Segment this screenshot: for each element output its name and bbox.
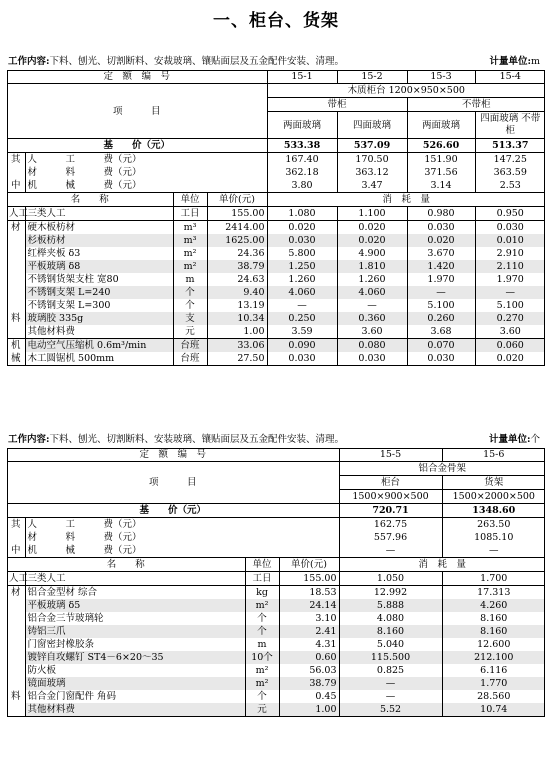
table-row (7, 612, 545, 625)
item-name: 杉板枋材 (25, 234, 173, 247)
item-name: 三类人工 (25, 572, 245, 586)
category-label (7, 273, 25, 286)
item-unit: 工日 (245, 572, 279, 586)
consumption-value: 0.020 (337, 221, 407, 235)
category-label (7, 703, 25, 717)
item-price: 24.36 (207, 247, 267, 260)
item-name: 电动空气压缩机 0.6m³/min (25, 339, 173, 353)
item-price: 9.40 (207, 286, 267, 299)
labor-cost-row: 其 人 工 费（元） 167.40 170.50 151.90 147.25 (7, 153, 545, 167)
header-code-row (7, 448, 545, 462)
item-unit: 元 (173, 325, 207, 339)
category-label (7, 247, 25, 260)
col-unit-header: 单位 (245, 558, 279, 572)
item-price: 2414.00 (207, 221, 267, 235)
category-label: 机 (7, 339, 25, 353)
category-label (7, 599, 25, 612)
table-row (7, 586, 545, 600)
consumption-value: 0.825 (339, 664, 442, 677)
category-label (7, 651, 25, 664)
consumption-value: 0.260 (407, 312, 475, 325)
item-name: 不锈钢支架 L=300 (25, 299, 173, 312)
item-unit: m³ (173, 221, 207, 235)
consumption-value: 5.888 (339, 599, 442, 612)
code-15-6: 15-6 (442, 448, 545, 462)
labor-cost-label: 人 工 费（元） (25, 518, 339, 532)
measure-unit-2: 计量单位:个 (488, 434, 540, 445)
code-15-3: 15-3 (407, 70, 475, 84)
item-label: 项 目 (7, 84, 267, 139)
consumption-value: 0.980 (407, 207, 475, 221)
col-name-header: 名 称 (7, 193, 173, 207)
item-unit: 个 (245, 612, 279, 625)
table-row (7, 651, 545, 664)
consumption-value: 212.100 (442, 651, 545, 664)
table-row (7, 690, 545, 703)
item-price: 33.06 (207, 339, 267, 353)
group-label: 木质柜台 1200×950×500 (267, 84, 545, 98)
consumption-value: 4.080 (339, 612, 442, 625)
item-name: 木工圆锯机 500mm (25, 352, 173, 366)
item-price: 56.03 (279, 664, 339, 677)
consumption-value: 0.030 (337, 352, 407, 366)
work-content-1: 工作内容:下料、刨光、切割断料、安裁玻璃、镶贴面层及五金配件安装、清理。 (8, 56, 345, 67)
consumption-value: 0.030 (267, 352, 337, 366)
quota-table-1 (7, 70, 545, 366)
consumption-value: 2.110 (475, 260, 545, 273)
item-name: 镀锌自攻螺钉 ST4－6×20～35 (25, 651, 245, 664)
consumption-value: 12.992 (339, 586, 442, 600)
code-label: 定 额 编 号 (7, 70, 267, 84)
item-unit: m² (173, 247, 207, 260)
labor-cost-row: 其 人 工 费（元） 162.75 263.50 (7, 518, 545, 532)
consumption-value: — (475, 286, 545, 299)
item-price: 1.00 (279, 703, 339, 717)
consumption-value: 1.050 (339, 572, 442, 586)
base-price: 526.60 (407, 139, 475, 153)
material-cost-label: 材 料 费（元） (25, 531, 339, 544)
item-price: 0.45 (279, 690, 339, 703)
consumption-value: 3.68 (407, 325, 475, 339)
category-label (7, 260, 25, 273)
size-counter: 1500×900×500 (339, 490, 442, 504)
item-name: 镜面玻璃 (25, 677, 245, 690)
work-content-2: 工作内容:下料、刨光、切割断料、安装玻璃、镶贴面层及五金配件安装、清理。 (8, 434, 345, 445)
table-row (7, 677, 545, 690)
item-name: 铸铝三爪 (25, 625, 245, 638)
consumption-value: 1.770 (442, 677, 545, 690)
type-shelf: 货架 (442, 476, 545, 490)
size-shelf: 1500×2000×500 (442, 490, 545, 504)
consumption-value: 1.250 (267, 260, 337, 273)
item-price: 1625.00 (207, 234, 267, 247)
table-row (7, 664, 545, 677)
table-row (7, 260, 545, 273)
consumption-value: 0.360 (337, 312, 407, 325)
type-4: 四面玻璃 不带柜 (475, 112, 545, 139)
item-name: 不锈钢货架支柱 宽80 (25, 273, 173, 286)
consumption-value: 0.250 (267, 312, 337, 325)
base-price-row (7, 139, 545, 153)
item-price: 1.00 (207, 325, 267, 339)
page-title: 一、柜台、货架 (213, 11, 339, 31)
consumption-value: 5.040 (339, 638, 442, 651)
consumption-value: 1.080 (267, 207, 337, 221)
item-name: 红榉夹板 δ3 (25, 247, 173, 260)
material-cost-row: 材 料 费（元） 362.18 363.12 371.56 363.59 (7, 166, 545, 179)
code-15-1: 15-1 (267, 70, 337, 84)
item-unit: 台班 (173, 352, 207, 366)
consumption-value: 0.030 (407, 221, 475, 235)
consumption-value: 0.030 (267, 234, 337, 247)
table-row (7, 247, 545, 260)
item-price: 10.34 (207, 312, 267, 325)
consumption-value: 1.100 (337, 207, 407, 221)
header-code-row (7, 70, 545, 84)
item-price: 2.41 (279, 625, 339, 638)
consumption-value: 1.260 (337, 273, 407, 286)
category-label (7, 286, 25, 299)
type-counter: 柜台 (339, 476, 442, 490)
consumption-value: 0.020 (407, 234, 475, 247)
item-price: 4.31 (279, 638, 339, 651)
consumption-value: 4.060 (267, 286, 337, 299)
consumption-value: 8.160 (339, 625, 442, 638)
consumption-value: 4.060 (337, 286, 407, 299)
consumption-value: 28.560 (477, 691, 511, 702)
category-label (7, 299, 25, 312)
code-label: 定 额 编 号 (7, 448, 339, 462)
item-name: 铝合金门窗配件 角码 (25, 690, 245, 703)
table-row (7, 221, 545, 235)
item-name: 平板玻璃 δ5 (25, 599, 245, 612)
table-row (7, 325, 545, 339)
item-name: 门窗密封橡胶条 (25, 638, 245, 651)
consumption-value: 3.59 (267, 325, 337, 339)
consumption-value: 1.700 (442, 572, 545, 586)
base-price: 533.38 (267, 139, 337, 153)
table-row (7, 625, 545, 638)
consumption-value: — (339, 677, 442, 690)
item-name: 铝合金三节玻璃轮 (25, 612, 245, 625)
category-label: 料 (7, 690, 25, 703)
consumption-value: 0.070 (407, 339, 475, 353)
item-name: 其他材料费 (25, 325, 173, 339)
category-label (7, 625, 25, 638)
consumption-value: 17.313 (477, 587, 511, 598)
category-label: 材 (7, 586, 25, 600)
consumption-value: 2.910 (496, 248, 524, 259)
consumption-value: — (267, 299, 337, 312)
item-name: 硬木板枋材 (25, 221, 173, 235)
base-price: 720.71 (339, 504, 442, 518)
item-price: 155.00 (207, 207, 267, 221)
base-price-label: 基 价（元） (7, 504, 339, 518)
consumption-value: 3.60 (475, 325, 545, 339)
consumption-value: 1.810 (337, 260, 407, 273)
category-label (7, 234, 25, 247)
consumption-value: 1.260 (267, 273, 337, 286)
consumption-value: 4.260 (442, 599, 545, 612)
consumption-value: 4.900 (337, 247, 407, 260)
base-price: 1348.60 (442, 504, 545, 518)
type-2: 四面玻璃 (337, 112, 407, 139)
consumption-value: 5.800 (267, 247, 337, 260)
measure-unit-1: 计量单位:m (489, 56, 540, 67)
consumption-value: 0.020 (475, 352, 545, 366)
col-consume-header: 消 耗 量 (267, 193, 545, 207)
item-unit: 台班 (173, 339, 207, 353)
consumption-value: 0.020 (337, 234, 407, 247)
category-label (7, 612, 25, 625)
item-name: 三类人工 (25, 207, 173, 221)
type-3: 两面玻璃 (407, 112, 475, 139)
consumption-value: 3.60 (337, 325, 407, 339)
consumption-value: 1.970 (407, 273, 475, 286)
item-price: 24.63 (207, 273, 267, 286)
consumption-value: 0.270 (475, 312, 545, 325)
base-price-row (7, 504, 545, 518)
consumption-value: 0.020 (267, 221, 337, 235)
machine-cost-label: 机 械 费（元） (25, 544, 339, 558)
material-cost-row: 材 料 费（元） 557.96 1085.10 (7, 531, 545, 544)
item-price: 24.14 (279, 599, 339, 612)
item-unit: 个 (173, 286, 207, 299)
consumption-value: 6.116 (480, 665, 508, 676)
consumption-value: 8.160 (442, 625, 545, 638)
category-label (7, 325, 25, 339)
col-unit-header: 单位 (173, 193, 207, 207)
base-price: 513.37 (475, 139, 545, 153)
item-price: 27.50 (207, 352, 267, 366)
sub-label-without-cabinet: 不带柜 (407, 98, 545, 112)
item-name: 其他材料费 (25, 703, 245, 717)
item-unit: 支 (173, 312, 207, 325)
category-label: 材 (7, 221, 25, 235)
code-15-2: 15-2 (337, 70, 407, 84)
item-unit: m² (245, 664, 279, 677)
consumption-value: 0.030 (496, 222, 524, 233)
quota-table-2 (7, 448, 545, 717)
col-consume-header: 消 耗 量 (339, 558, 545, 572)
consumption-value: 0.090 (267, 339, 337, 353)
table-row (7, 234, 545, 247)
item-name: 不锈钢支架 L=240 (25, 286, 173, 299)
col-price-header: 单价(元) (279, 558, 339, 572)
consumption-value: 0.060 (475, 339, 545, 353)
base-price: 537.09 (337, 139, 407, 153)
consumption-value: 8.160 (480, 613, 508, 624)
base-price-label: 基 价（元） (7, 139, 267, 153)
consumption-value: 0.010 (475, 234, 545, 247)
table-row (7, 312, 545, 325)
item-unit: m (245, 638, 279, 651)
item-unit: m² (173, 260, 207, 273)
category-label (7, 664, 25, 677)
category-label: 料 (7, 312, 25, 325)
item-unit: m³ (173, 234, 207, 247)
consumption-value: 10.74 (442, 703, 545, 717)
table-row (7, 703, 545, 717)
table-row (7, 599, 545, 612)
item-name: 平板玻璃 δ8 (25, 260, 173, 273)
item-unit: m² (245, 599, 279, 612)
consumption-value: 115.500 (339, 651, 442, 664)
code-15-5: 15-5 (339, 448, 442, 462)
category-label: 械 (7, 352, 25, 366)
table-row (7, 352, 545, 366)
consumption-value: 5.100 (407, 299, 475, 312)
item-unit: kg (245, 586, 279, 600)
item-unit: 个 (173, 299, 207, 312)
item-price: 155.00 (279, 572, 339, 586)
group-label: 铝合金骨架 (339, 462, 545, 476)
material-cost-label: 材 料 费（元） (25, 166, 267, 179)
item-price: 38.79 (279, 677, 339, 690)
item-unit: 个 (245, 690, 279, 703)
table-row (7, 273, 545, 286)
category-label: 人工 (9, 208, 29, 219)
code-15-4: 15-4 (475, 70, 545, 84)
sub-label-with-cabinet: 带柜 (267, 98, 407, 112)
item-label: 项 目 (7, 462, 339, 504)
consumption-value: — (407, 286, 475, 299)
machine-cost-label: 机 械 费（元） (25, 179, 267, 193)
item-unit: m² (245, 677, 279, 690)
item-name: 防火板 (25, 664, 245, 677)
table-row (7, 299, 545, 312)
consumption-value: 1.420 (407, 260, 475, 273)
table-row (7, 339, 545, 353)
item-price: 3.10 (279, 612, 339, 625)
item-price: 13.19 (207, 299, 267, 312)
consumption-value: 5.52 (339, 703, 442, 717)
machine-cost-row: 中 机 械 费（元） — — (7, 544, 545, 558)
item-name: 玻璃胶 335g (25, 312, 173, 325)
category-label: 人工 (9, 573, 29, 584)
item-unit: 个 (245, 625, 279, 638)
table-row (7, 286, 545, 299)
column-header-row (7, 193, 545, 207)
table-row (7, 638, 545, 651)
item-name: 铝合金型材 综合 (25, 586, 245, 600)
col-name-header: 名 称 (7, 558, 245, 572)
item-unit: 10个 (245, 651, 279, 664)
column-header-row (7, 558, 545, 572)
machine-cost-row: 中 机 械 费（元） 3.80 3.47 3.14 2.53 (7, 179, 545, 193)
consumption-value: 5.100 (496, 300, 524, 311)
table-row (7, 207, 545, 221)
item-price: 18.53 (279, 586, 339, 600)
consumption-value: 3.670 (407, 247, 475, 260)
category-label (7, 677, 25, 690)
labor-cost-label: 人 工 费（元） (25, 153, 267, 167)
consumption-value: 0.950 (475, 207, 545, 221)
item-unit: m (173, 273, 207, 286)
item-unit: 元 (245, 703, 279, 717)
consumption-value: 1.970 (496, 274, 524, 285)
consumption-value: 12.600 (477, 639, 511, 650)
col-price-header: 单价(元) (207, 193, 267, 207)
item-price: 0.60 (279, 651, 339, 664)
item-price: 38.79 (207, 260, 267, 273)
consumption-value: 0.030 (407, 352, 475, 366)
item-unit: 工日 (173, 207, 207, 221)
consumption-value: — (339, 690, 442, 703)
type-1: 两面玻璃 (267, 112, 337, 139)
consumption-value: — (337, 299, 407, 312)
consumption-value: 0.080 (337, 339, 407, 353)
table-row (7, 572, 545, 586)
category-label (7, 638, 25, 651)
